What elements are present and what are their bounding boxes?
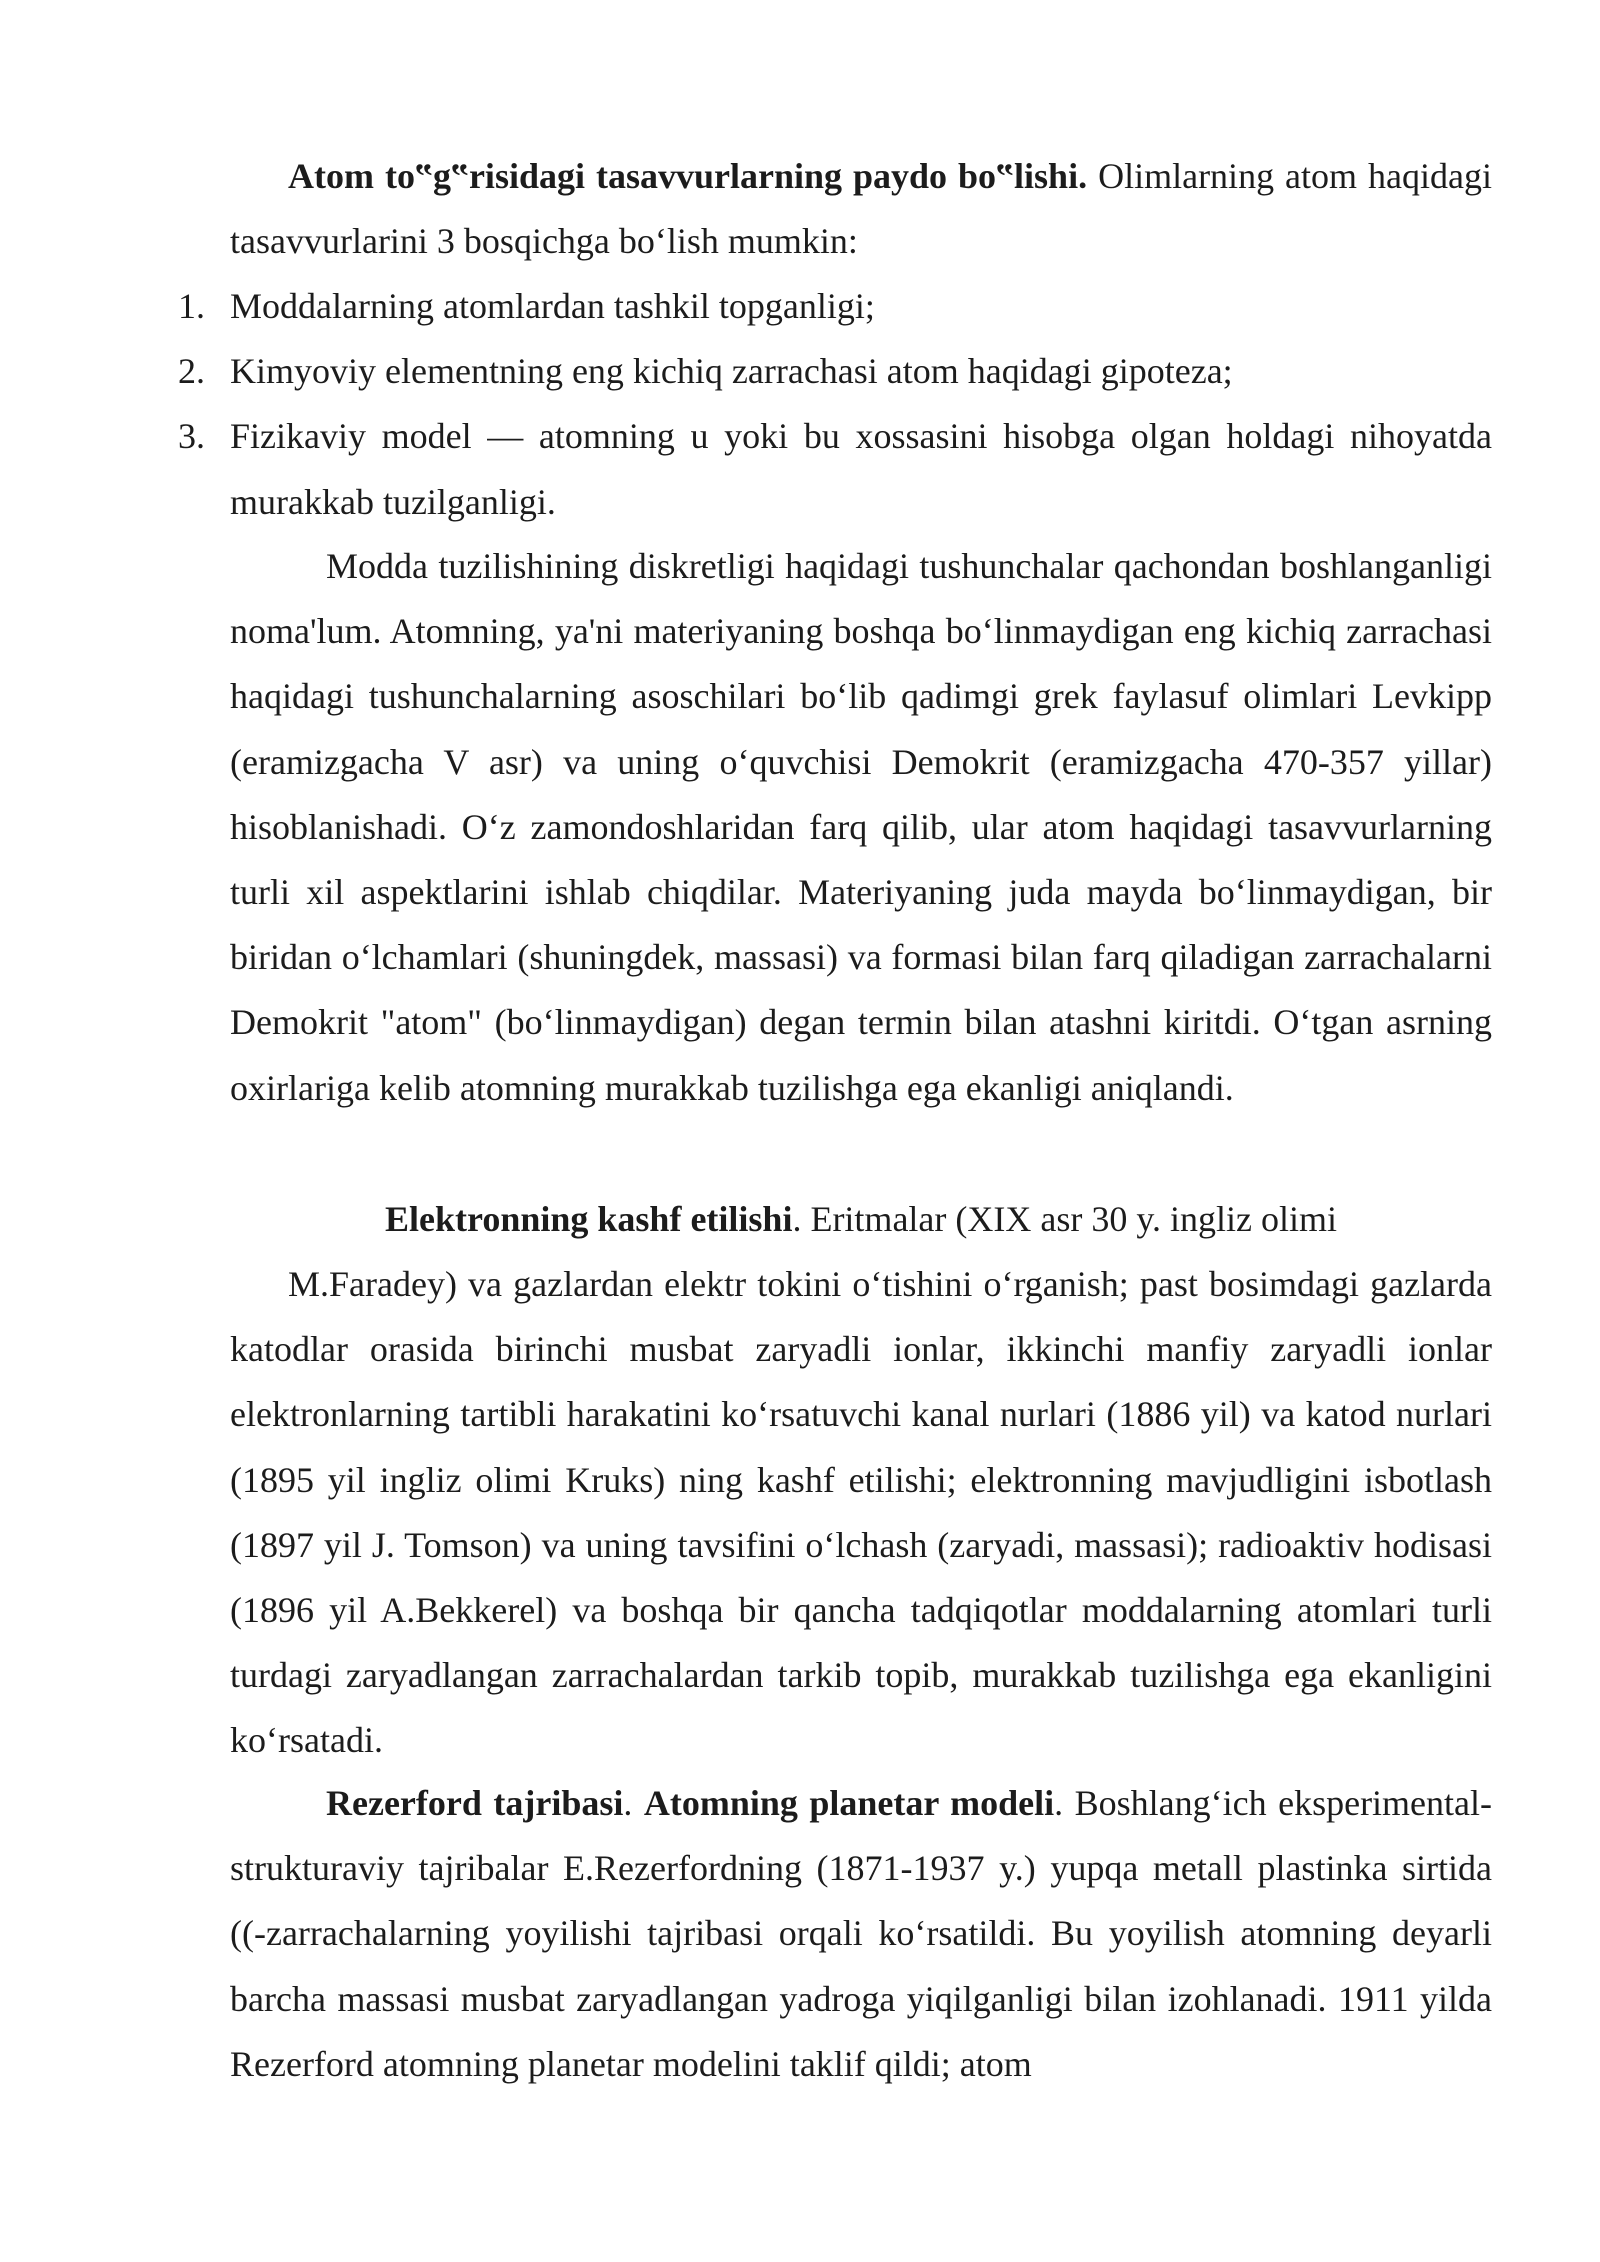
intro-paragraph: [230, 144, 1492, 274]
planetary-model-heading: Atomning planetar modeli: [643, 1783, 1055, 1823]
electron-heading: Elektronning kashf etilishi: [385, 1199, 793, 1239]
rutherford-separator: .: [623, 1783, 644, 1823]
rutherford-heading: Rezerford tajribasi: [326, 1783, 624, 1823]
list-item-number: 3.: [178, 416, 205, 457]
rutherford-text: . Boshlang‘ich eksperimental-strukturaviy tajribalar E.Rezerfordning (1871-1937 y.) yupqa metall plastinka sirtida ((-zarrachalarning yoyilishi tajribasi orqali ko‘rsatildi. Bu yoyilish atomning deyarli barcha massasi musbat zaryadlangan yadroga yiqilganligi bilan izohlanadi. 1911 yilda Rezerford atomning planetar modelini taklif qildi; atom: [230, 1783, 1493, 2084]
list-item: [0, 274, 1492, 339]
rutherford-paragraph: [230, 1771, 1492, 2097]
electron-lead: . Eritmalar (XIX asr 30 y. ingliz olimi: [792, 1199, 1337, 1239]
list-item-number: 1.: [178, 286, 205, 326]
list-item-text: Moddalarning atomlardan tashkil topganligi;: [230, 286, 875, 326]
list-item-number: 2.: [178, 351, 205, 392]
stages-list: [0, 274, 1600, 535]
list-item: [0, 404, 1492, 534]
intro-text: Olimlarning atom haqidagi tasavvurlarini 3 bosqichga bo‘lish mumkin:: [230, 156, 1492, 262]
electron-paragraph: M.Faradey) va gazlardan elektr tokini o‘tishini o‘rganish; past bosimdagi gazlarda katodlar orasida birinchi musbat zaryadli ionlar, ikkinchi manfiy zaryadli ionlar elektronlarning tartibli harakatini ko‘rsatuvchi kanal nurlari (1886 yil) va katod nurlari (1895 yil ingliz olimi Kruks) ning kashf etilishi; elektronning mavjudligini isbotlash (1897 yil J. Tomson) va uning tavsifini o‘lchash (zaryadi, massasi); radioaktiv hodisasi (1896 yil A.Bekkerel) va boshqa bir qancha tadqiqotlar moddalarning atomlari turli turdagi zaryadlangan zarrachalardan tarkib topib, murakkab tuzilishga ega ekanligini ko‘rsatadi.: [230, 1264, 1492, 1761]
electron-heading-line: [385, 1187, 1337, 1252]
discreteness-paragraph: Modda tuzilishining diskretligi haqidagi tushunchalar qachondan boshlanganligi noma'lum. Atomning, ya'ni materiyaning boshqa bo‘linmaydigan eng kichiq zarrachasi haqidagi tushunchalarning asoschilari bo‘lib qadimgi grek faylasuf olimlari Levkipp (eramizgacha V asr) va uning o‘quvchisi Demokrit (eramizgacha 470-357 yillar) hisoblanishadi. O‘z zamondoshlaridan farq qilib, ular atom haqidagi tasavvurlarning turli xil aspektlarini ishlab chiqdilar. Materiyaning juda mayda bo‘linmaydigan, bir biridan o‘lchamlari (shuningdek, massasi) va formasi bilan farq qiladigan zarrachalarni Demokrit "atom" (bo‘linmaydigan) degan termin bilan atashni kiritdi. O‘tgan asrning oxirlariga kelib atomning murakkab tuzilishga ega ekanligi aniqlandi.: [230, 546, 1492, 1108]
list-item-text: Kimyoviy elementning eng kichiq zarrachasi atom haqidagi gipoteza;: [230, 351, 1233, 392]
list-item-text: Fizikaviy model — atomning u yoki bu xossasini hisobga olgan holdagi nihoyatda murakkab tuzilganligi.: [230, 416, 1492, 522]
list-item: [0, 339, 1492, 404]
intro-heading: Atom to‟g‟risidagi tasavvurlarning paydo bo‟lishi.: [288, 156, 1088, 196]
